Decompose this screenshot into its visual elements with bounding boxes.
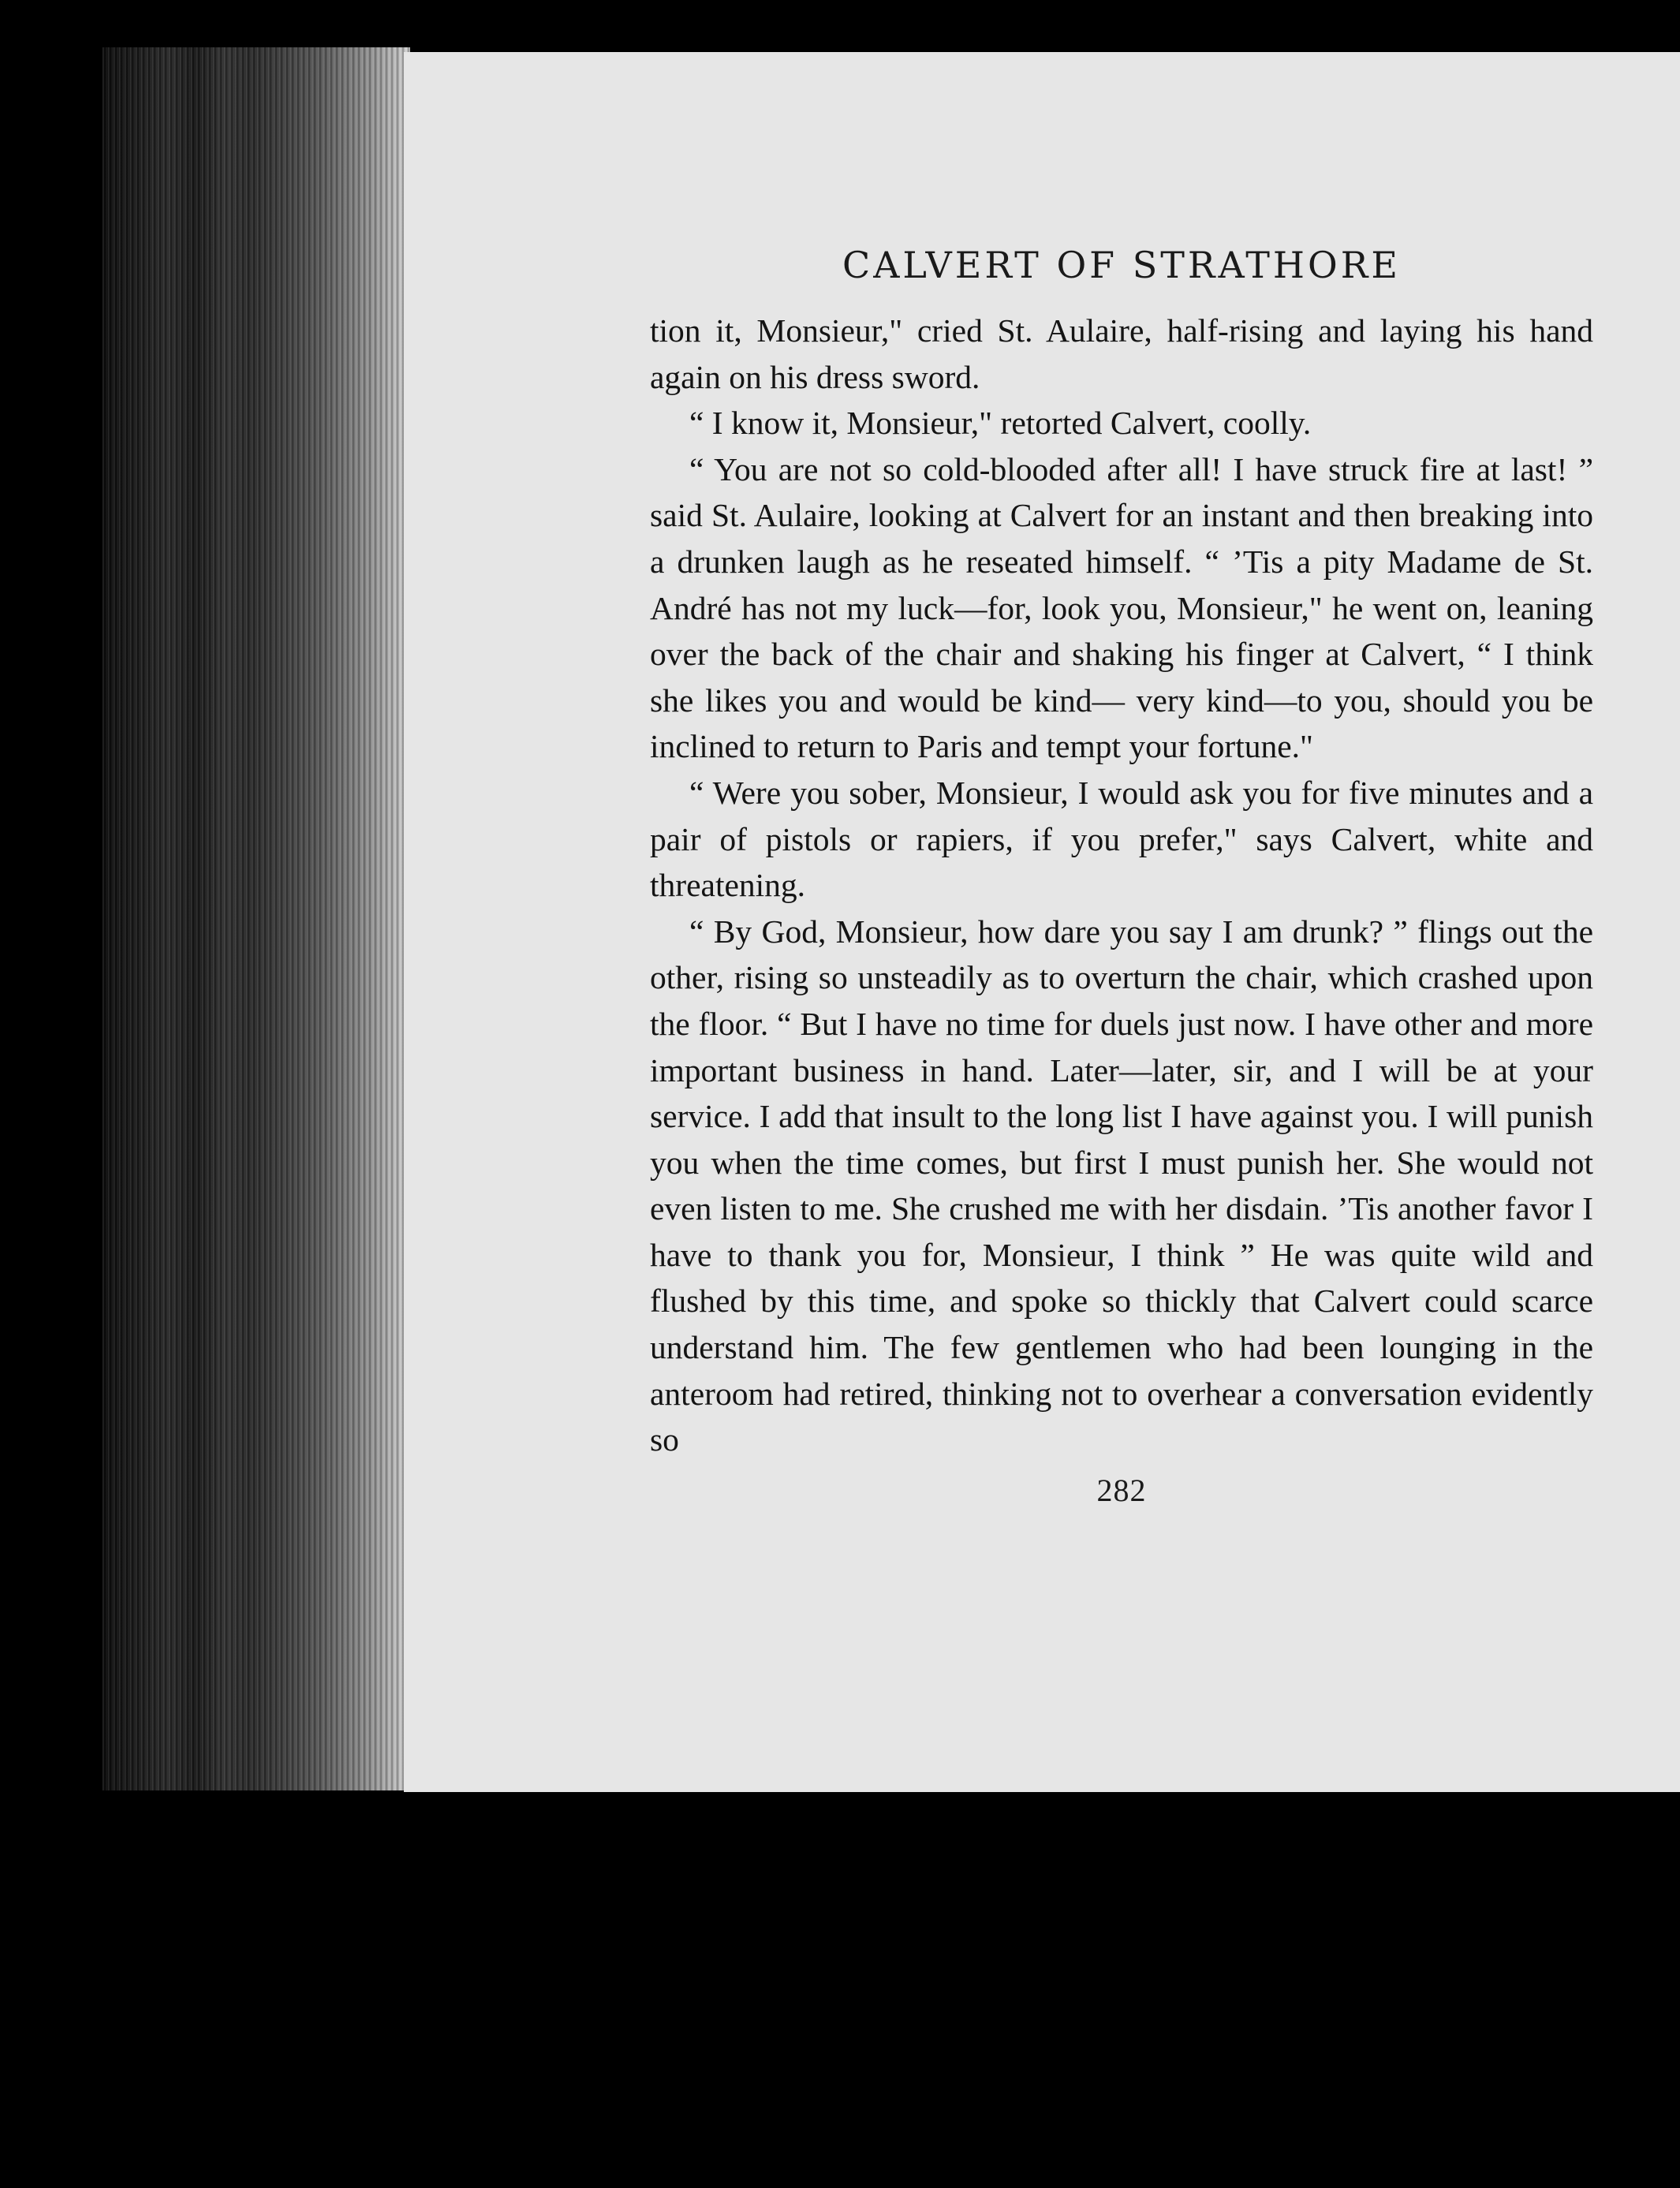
- paragraph: “ Were you sober, Monsieur, I would ask you for five minutes and a pair of pistols or rapiers, if you prefer," says Calvert, white and threatening.: [650, 774, 1593, 904]
- running-head: CALVERT OF STRATHORE: [842, 244, 1401, 286]
- paragraph-continued: tion it, Monsieur," cried St. Aulaire, half-rising and laying his hand again on his dress sword.: [650, 312, 1593, 395]
- paragraph: “ I know it, Monsieur," retorted Calvert, coolly.: [689, 405, 1312, 442]
- page-number: 282: [1096, 1472, 1147, 1508]
- paragraph: “ By God, Monsieur, how dare you say I am drunk? ” flings out the other, rising so unsteadily as to overturn the chair, which crashed upon the floor. “ But I have no time for duels just now. I have other and more important business in hand. Later—later, sir, and I will be at your service. I add that insult to the long list I have against you. I will punish you when the time comes, but first I must punish her. She would not even listen to me. She crushed me with her disdain. ’Tis another favor I have to thank you for, Monsieur, I think ” He was quite wild and flushed by this time, and spoke so thickly that Calvert could scarce understand him. The few gentlemen who had been lounging in the anteroom had retired, thinking not to overhear a conversation evidently so: [650, 913, 1593, 1458]
- text-block: [650, 241, 1593, 1510]
- book-page-edges: [103, 47, 410, 1790]
- body-text: [650, 308, 1593, 1463]
- paragraph: “ You are not so cold-blooded after all! I have struck fire at last! ” said St. Aulaire, looking at Calvert for an instant and then breaking into a drunken laugh as he reseated himself. “ ’Tis a pity Madame de St. André has not my luck—for, look you, Monsieur," he went on, leaning over the back of the chair and shaking his finger at Calvert, “ I think she likes you and would be kind— very kind—to you, should you be inclined to return to Paris and tempt your fortune.": [650, 450, 1593, 765]
- book-page: [404, 52, 1680, 1792]
